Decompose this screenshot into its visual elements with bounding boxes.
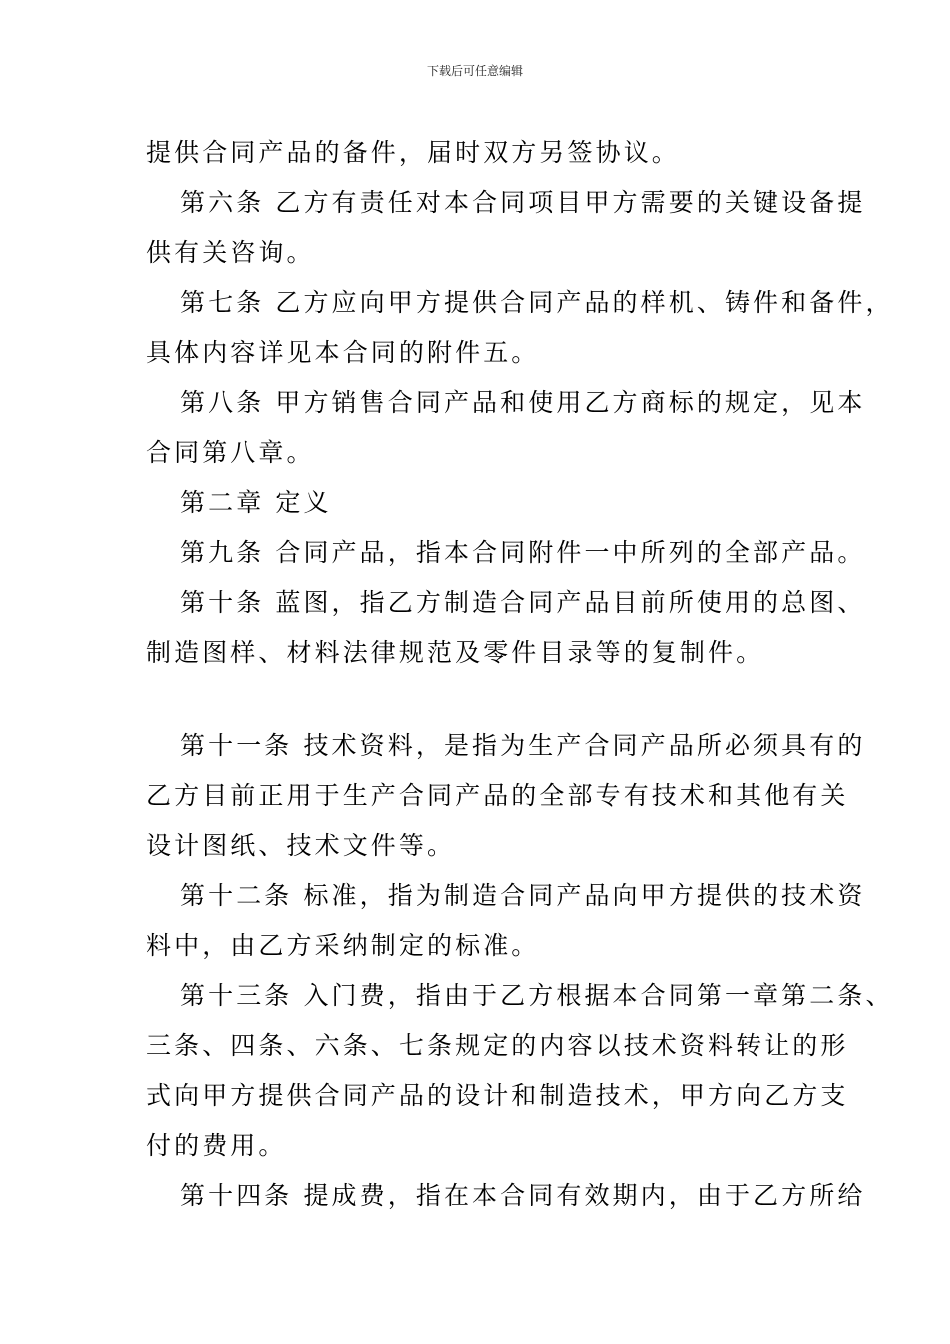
article-8-line-1: 第八条 甲方销售合同产品和使用乙方商标的规定，见本 [180,388,866,417]
article-11-line-3: 设计图纸、技术文件等。 [146,831,456,860]
page-header: 下载后可任意编辑 [426,64,523,78]
article-13-line-1: 第十三条 入门费，指由于乙方根据本合同第一章第二条、 [180,981,894,1010]
article-12-line-2: 料中，由乙方采纳制定的标准。 [146,931,540,960]
article-11-line-2: 乙方目前正用于生产合同产品的全部专有技术和其他有关 [146,781,849,810]
document-body [146,128,894,1221]
article-8-line-2: 合同第八章。 [146,438,315,467]
article-10-line-1: 第十条 蓝图，指乙方制造合同产品目前所使用的总图、 [180,588,866,617]
article-13-line-2: 三条、四条、六条、七条规定的内容以技术资料转让的形 [146,1031,849,1060]
article-11-line-1: 第十一条 技术资料，是指为生产合同产品所必须具有的 [180,731,866,760]
article-13-line-4: 付的费用。 [146,1131,287,1160]
article-13-line-3: 式向甲方提供合同产品的设计和制造技术，甲方向乙方支 [146,1081,849,1110]
article-7-line-2: 具体内容详见本合同的附件五。 [146,338,540,367]
article-12-line-1: 第十二条 标准，指为制造合同产品向甲方提供的技术资 [180,881,866,910]
paragraph-line: 提供合同产品的备件，届时双方另签协议。 [146,138,680,167]
chapter-2-heading: 第二章 定义 [180,488,332,517]
article-6-line-1: 第六条 乙方有责任对本合同项目甲方需要的关键设备提 [180,188,866,217]
article-10-line-2: 制造图样、材料法律规范及零件目录等的复制件。 [146,638,765,667]
article-14-line-1: 第十四条 提成费，指在本合同有效期内，由于乙方所给 [180,1181,866,1210]
article-6-line-2: 供有关咨询。 [146,238,315,267]
article-9-line-1: 第九条 合同产品，指本合同附件一中所列的全部产品。 [180,538,866,567]
paragraph-gap [146,678,826,721]
article-7-line-1: 第七条 乙方应向甲方提供合同产品的样机、铸件和备件， [180,288,894,317]
